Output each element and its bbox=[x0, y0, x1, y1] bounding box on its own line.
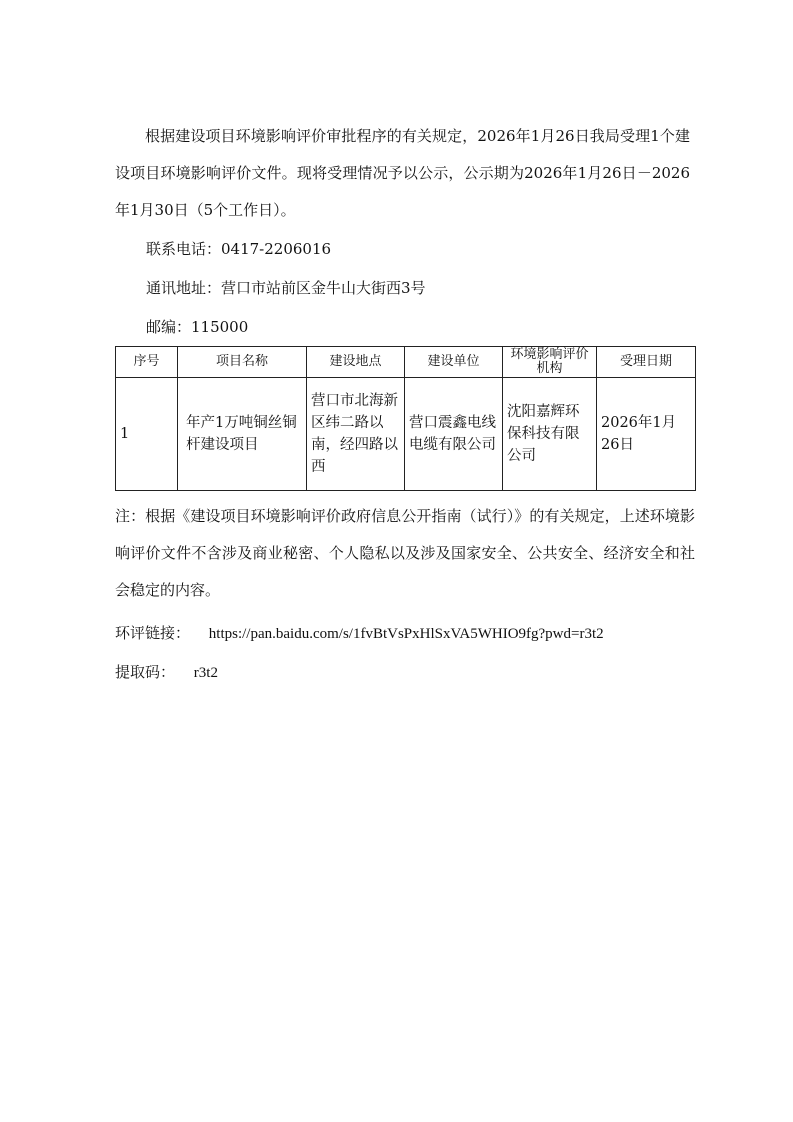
extract-code-label: 提取码： bbox=[115, 663, 176, 681]
extract-code-line bbox=[115, 661, 218, 684]
cell-accept-date: 2026年1月26日 bbox=[597, 378, 696, 491]
header-project-name: 项目名称 bbox=[178, 347, 307, 378]
eia-link-line bbox=[115, 622, 604, 645]
eia-link-label: 环评链接： bbox=[115, 624, 191, 642]
header-accept-date: 受理日期 bbox=[597, 347, 696, 378]
note-paragraph: 注：根据《建设项目环境影响评价政府信息公开指南（试行）》的有关规定，上述环境影响评价文件不含涉及商业秘密、个人隐私以及涉及国家安全、公共安全、经济安全和社会稳定的内容。 bbox=[115, 507, 695, 599]
cell-project-name: 年产1万吨铜丝铜杆建设项目 bbox=[178, 378, 307, 491]
cell-index: 1 bbox=[116, 378, 178, 491]
cell-builder: 营口震鑫电线电缆有限公司 bbox=[405, 378, 503, 491]
contact-address: 通讯地址：营口市站前区金牛山大街西3号 bbox=[146, 279, 426, 297]
header-eia-agency: 环境影响评价机构 bbox=[503, 347, 597, 378]
extract-code-value: r3t2 bbox=[193, 665, 218, 681]
cell-location: 营口市北海新区纬二路以南，经四路以西 bbox=[307, 378, 405, 491]
contact-phone: 联系电话：0417-2206016 bbox=[146, 240, 332, 258]
table-row bbox=[116, 378, 696, 491]
header-builder: 建设单位 bbox=[405, 347, 503, 378]
contact-postcode: 邮编：115000 bbox=[146, 318, 249, 336]
intro-paragraph: 根据建设项目环境影响评价审批程序的有关规定，2026年1月26日我局受理1个建设项目环境影响评价文件。现将受理情况予以公示，公示期为2026年1月26日－2026年1月30日（5个工作日）。 bbox=[115, 127, 690, 219]
eia-link-url[interactable]: https://pan.baidu.com/s/1fvBtVsPxHlSxVA5WHIO9fg?pwd=r3t2 bbox=[208, 626, 604, 642]
header-index: 序号 bbox=[116, 347, 178, 378]
cell-eia-agency: 沈阳嘉辉环保科技有限公司 bbox=[503, 378, 597, 491]
table-header-row bbox=[116, 347, 696, 378]
header-location: 建设地点 bbox=[307, 347, 405, 378]
acceptance-table bbox=[115, 346, 696, 491]
